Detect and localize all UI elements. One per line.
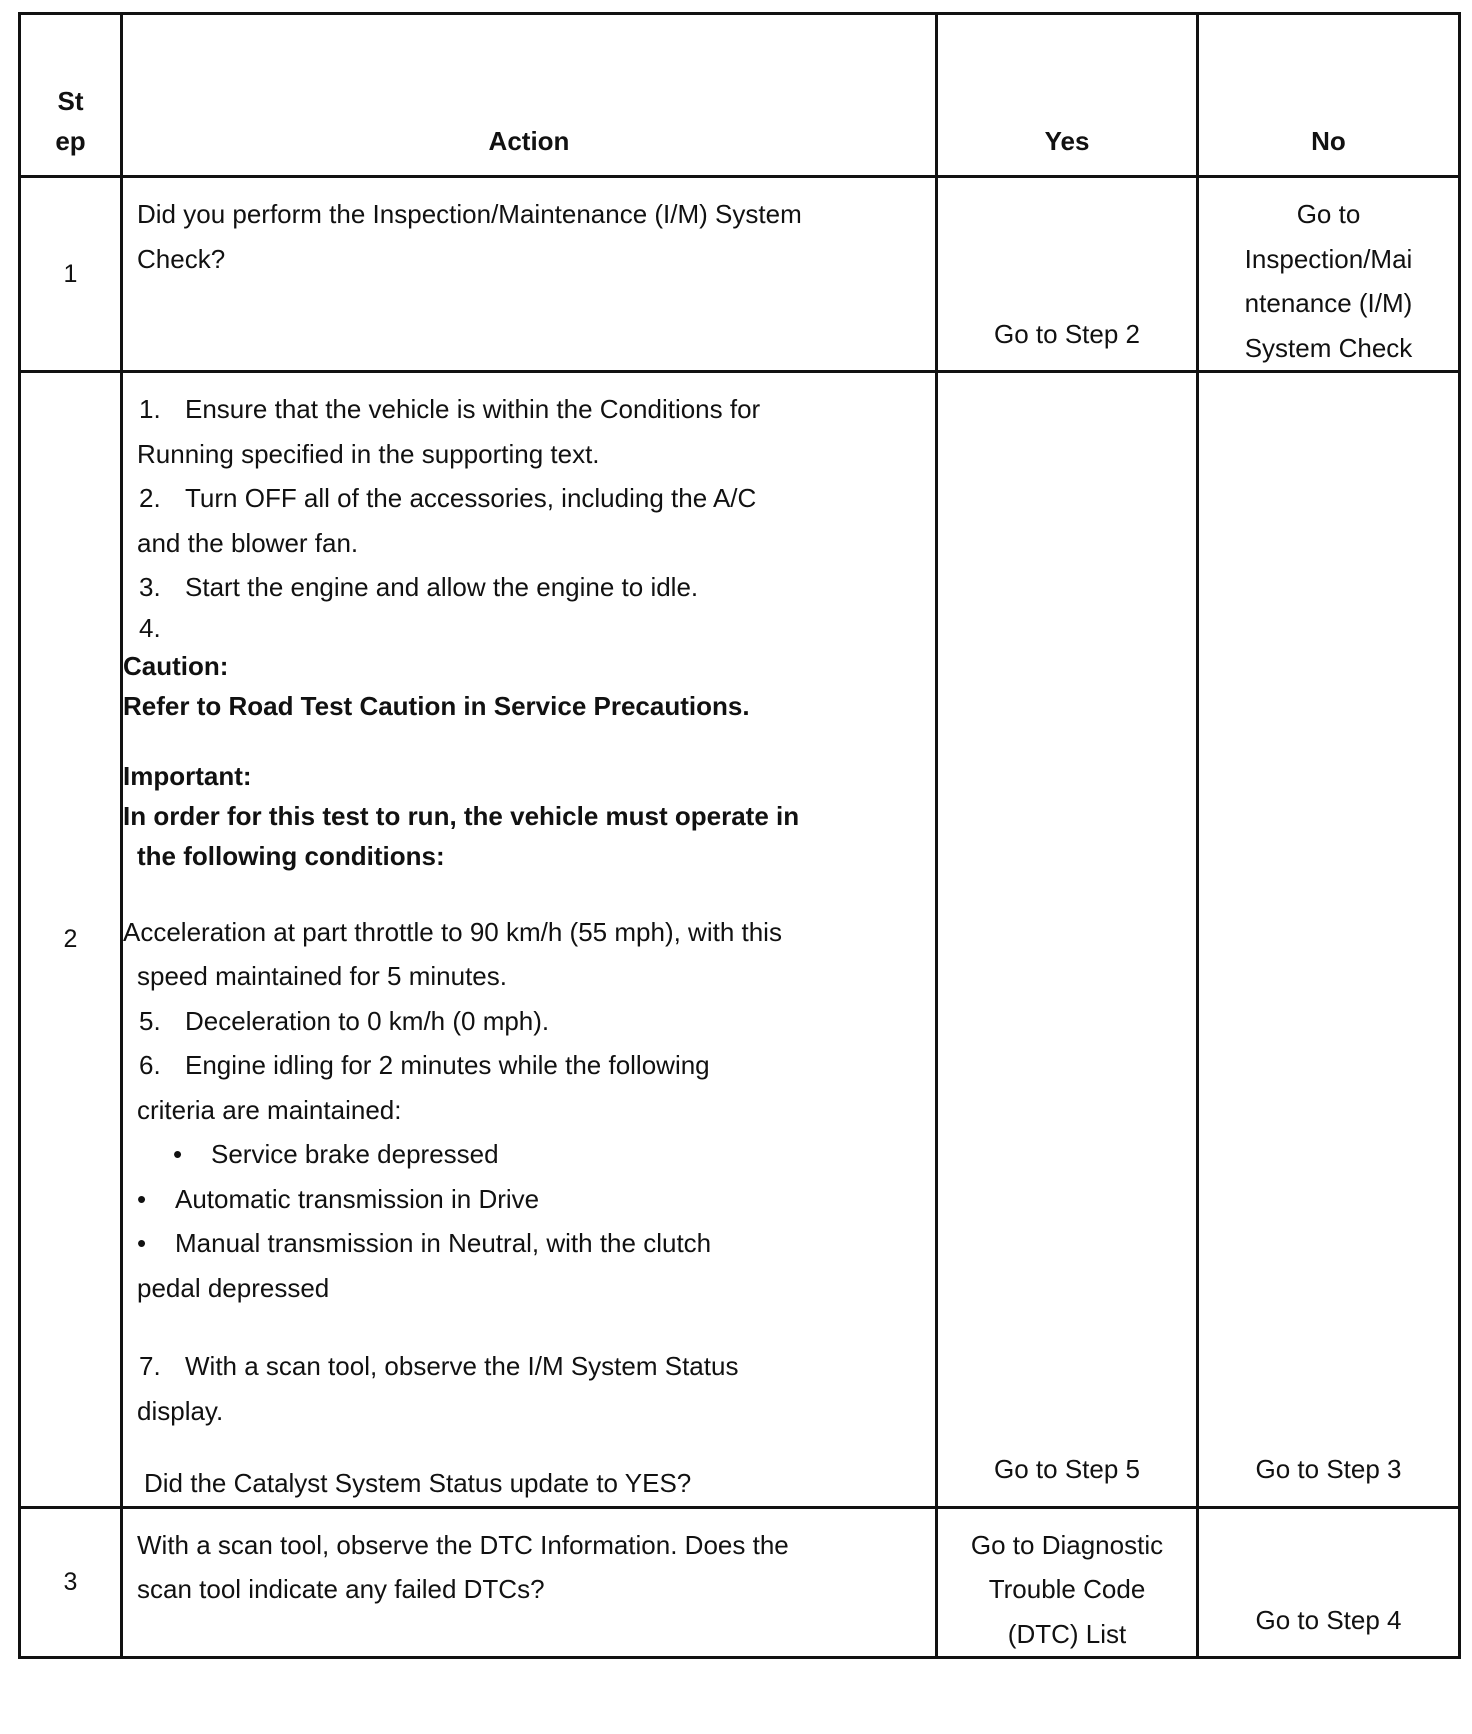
table-row [20, 177, 1460, 372]
action-cell: Did you perform the Inspection/Maintenance (I/M) System Check? [122, 177, 937, 372]
step-number: 2 [20, 372, 122, 1508]
header-no: No [1198, 14, 1460, 177]
yes-cell: Go to Step 5 [937, 372, 1198, 1508]
diagnostic-table [18, 12, 1461, 1659]
yes-cell: Go to Diagnostic Trouble Code (DTC) List [937, 1507, 1198, 1658]
step-number: 1 [20, 177, 122, 372]
table-header-row [20, 14, 1460, 177]
yes-cell: Go to Step 2 [937, 177, 1198, 372]
no-cell: Go to Step 3 [1198, 372, 1460, 1508]
action-cell: 1. Ensure that the vehicle is within the Conditions for Running specified in the supporting text. 2. Turn OFF all of the accessories, including the A/C and the blower fan. 3. Start the engine and allow the engine to idle. 4. Caution: Refer to Road Test Caution in Service Precautions. Important: In order for this test to run, the vehicle must operate in the following conditions: Acceleration at part throttle to 90 km/h (55 mph), with this speed maintained for 5 minutes. 5. Deceleration to 0 km/h (0 mph). 6. Engine idling for 2 minutes while the following criteria are maintained: • Service brake depressed • Automatic transmission in Drive • Manual transmission in Neutral, with the clutch pedal depressed 7. With a scan tool, observe the I/M System Status display. Did the Catalyst System Status update to YES? [122, 372, 937, 1508]
action-cell: With a scan tool, observe the DTC Information. Does the scan tool indicate any failed DTCs? [122, 1507, 937, 1658]
caution-text: Refer to Road Test Caution in Service Precautions. [123, 690, 750, 721]
table-row [20, 1507, 1460, 1658]
table-row [20, 372, 1460, 1508]
important-label: Important: [123, 760, 252, 791]
header-yes: Yes [937, 14, 1198, 177]
caution-label: Caution: [123, 650, 229, 681]
header-step: St ep [20, 14, 122, 177]
no-cell: Go to Inspection/Mai ntenance (I/M) System Check [1198, 177, 1460, 372]
header-action: Action [122, 14, 937, 177]
no-cell: Go to Step 4 [1198, 1507, 1460, 1658]
step-number: 3 [20, 1507, 122, 1658]
step-question: Did the Catalyst System Status update to YES? [144, 1468, 692, 1498]
